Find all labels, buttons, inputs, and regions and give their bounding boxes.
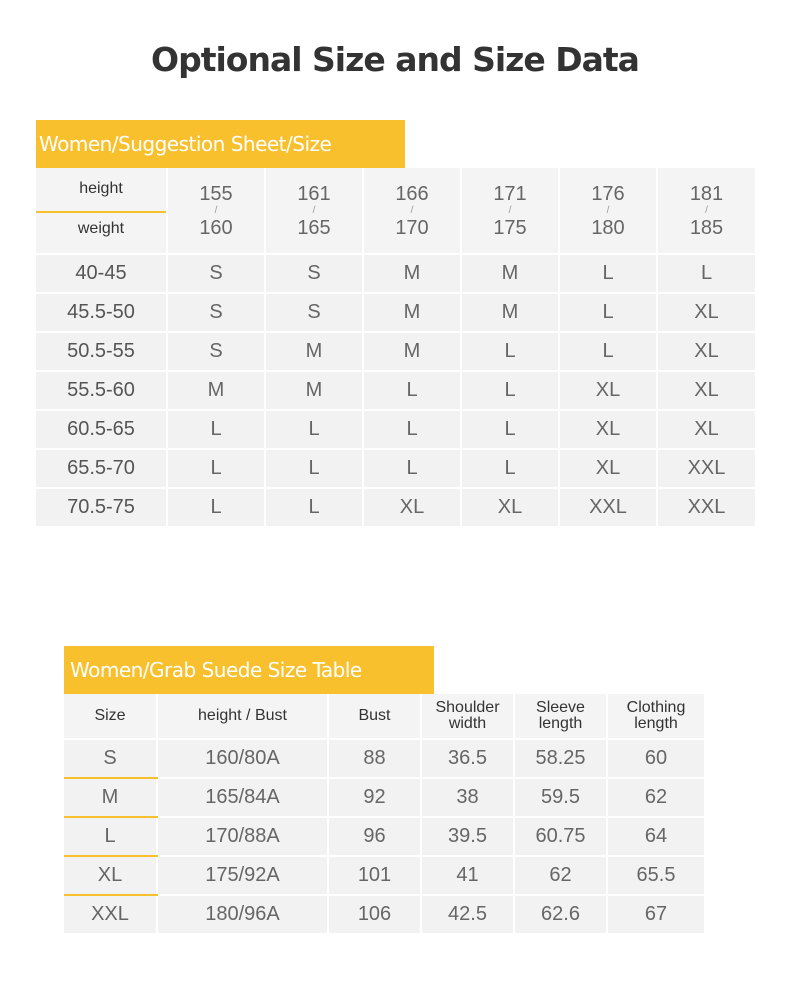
size-cell: L <box>461 449 559 488</box>
clothing-length-cell: 67 <box>607 895 704 934</box>
height-bust-cell: 175/92A <box>157 856 328 895</box>
size-cell: M <box>363 332 461 371</box>
corner-divider <box>36 211 166 213</box>
size-cell: L <box>167 449 265 488</box>
size-cell: L <box>461 410 559 449</box>
size-cell: L <box>265 488 363 527</box>
sleeve-length-cell: 58.25 <box>514 739 607 778</box>
column-header-size: Size <box>64 694 157 739</box>
size-cell: L <box>265 449 363 488</box>
table-row <box>36 410 755 449</box>
size-cell: XL <box>559 371 657 410</box>
size-cell: XL <box>363 488 461 527</box>
size-cell: L <box>363 371 461 410</box>
height-range-bottom: 185 <box>689 216 724 239</box>
size-cell: XXL <box>559 488 657 527</box>
height-range-top: 155 <box>199 182 233 205</box>
size-cell: L <box>559 254 657 293</box>
size-cell: L <box>167 488 265 527</box>
size-cell: M <box>461 293 559 332</box>
size-cell: L <box>363 410 461 449</box>
height-weight-corner <box>36 168 167 254</box>
size-label-cell: M <box>64 778 157 817</box>
column-header-bust: Bust <box>328 694 421 739</box>
height-range-top: 166 <box>395 182 429 205</box>
size-cell: S <box>167 254 265 293</box>
weight-range-cell: 55.5-60 <box>36 371 167 410</box>
height-bust-cell: 160/80A <box>157 739 328 778</box>
table-row <box>36 449 755 488</box>
size-cell: XXL <box>657 488 755 527</box>
table-row <box>36 254 755 293</box>
table-row <box>64 778 704 817</box>
bust-cell: 96 <box>328 817 421 856</box>
table-row <box>36 332 755 371</box>
shoulder-width-cell: 38 <box>421 778 514 817</box>
size-cell: M <box>265 371 363 410</box>
size-cell: XL <box>657 371 755 410</box>
column-header-shoulder-width: Shoulder width <box>421 694 514 739</box>
bust-cell: 92 <box>328 778 421 817</box>
size-cell: L <box>461 332 559 371</box>
height-range-header <box>461 168 559 254</box>
size-cell: M <box>363 293 461 332</box>
size-suggestion-table <box>36 168 755 528</box>
table-row <box>36 488 755 527</box>
height-range-bottom: 180 <box>591 216 625 239</box>
size-cell: M <box>461 254 559 293</box>
sleeve-length-cell: 59.5 <box>514 778 607 817</box>
size-cell: L <box>657 254 755 293</box>
height-bust-cell: 165/84A <box>157 778 328 817</box>
size-cell: M <box>265 332 363 371</box>
height-range-top: 181 <box>689 182 724 205</box>
height-range-separator: / <box>705 204 708 216</box>
clothing-length-cell: 62 <box>607 778 704 817</box>
height-range-separator: / <box>214 204 218 216</box>
table-row <box>36 371 755 410</box>
size-cell: L <box>559 332 657 371</box>
height-range-top: 161 <box>297 182 331 205</box>
weight-range-cell: 50.5-55 <box>36 332 167 371</box>
size-cell: XL <box>461 488 559 527</box>
height-bust-cell: 180/96A <box>157 895 328 934</box>
table-row <box>64 817 704 856</box>
height-range-top: 176 <box>591 182 625 205</box>
clothing-length-cell: 65.5 <box>607 856 704 895</box>
size-cell: L <box>363 449 461 488</box>
suggestion-sheet-banner: Women/Suggestion Sheet/Size <box>36 120 405 168</box>
size-cell: XL <box>559 410 657 449</box>
weight-range-cell: 70.5-75 <box>36 488 167 527</box>
height-bust-cell: 170/88A <box>157 817 328 856</box>
size-cell: XL <box>657 410 755 449</box>
shoulder-width-cell: 39.5 <box>421 817 514 856</box>
size-cell: XL <box>559 449 657 488</box>
column-header-sleeve-length: Sleeve length <box>514 694 607 739</box>
table-header-row <box>64 694 704 739</box>
clothing-length-cell: 64 <box>607 817 704 856</box>
size-cell: L <box>461 371 559 410</box>
height-range-separator: / <box>606 204 610 216</box>
sleeve-length-cell: 62.6 <box>514 895 607 934</box>
height-range-header <box>657 168 755 254</box>
size-label-cell: L <box>64 817 157 856</box>
height-range-header <box>265 168 363 254</box>
size-cell: M <box>167 371 265 410</box>
weight-range-cell: 40-45 <box>36 254 167 293</box>
size-cell: M <box>363 254 461 293</box>
size-label-cell: XXL <box>64 895 157 934</box>
size-label-cell: XL <box>64 856 157 895</box>
height-range-header <box>363 168 461 254</box>
height-range-bottom: 175 <box>493 216 527 239</box>
table-row <box>64 895 704 934</box>
size-cell: S <box>265 293 363 332</box>
size-cell: S <box>167 332 265 371</box>
grab-suede-banner: Women/Grab Suede Size Table <box>64 646 434 694</box>
page-title: Optional Size and Size Data <box>151 40 639 79</box>
size-cell: L <box>559 293 657 332</box>
size-label-cell: S <box>64 739 157 778</box>
weight-range-cell: 45.5-50 <box>36 293 167 332</box>
weight-label: weight <box>77 220 125 237</box>
size-cell: XXL <box>657 449 755 488</box>
height-range-header <box>559 168 657 254</box>
height-range-separator: / <box>312 204 316 216</box>
shoulder-width-cell: 41 <box>421 856 514 895</box>
table-row <box>36 293 755 332</box>
column-header-clothing-length: Clothing length <box>607 694 704 739</box>
size-cell: L <box>167 410 265 449</box>
size-cell: L <box>265 410 363 449</box>
height-range-header <box>167 168 265 254</box>
height-label: height <box>79 180 123 197</box>
height-range-bottom: 165 <box>297 216 331 239</box>
bust-cell: 101 <box>328 856 421 895</box>
sleeve-length-cell: 62 <box>514 856 607 895</box>
bust-cell: 88 <box>328 739 421 778</box>
height-range-top: 171 <box>493 182 527 205</box>
weight-range-cell: 60.5-65 <box>36 410 167 449</box>
size-cell: XL <box>657 293 755 332</box>
size-cell: XL <box>657 332 755 371</box>
grab-suede-size-table <box>64 694 704 935</box>
size-cell: S <box>167 293 265 332</box>
height-range-separator: / <box>410 204 414 216</box>
column-header-height-bust: height / Bust <box>157 694 328 739</box>
shoulder-width-cell: 36.5 <box>421 739 514 778</box>
table-row <box>64 856 704 895</box>
height-range-bottom: 160 <box>199 216 233 239</box>
table-row <box>64 739 704 778</box>
weight-range-cell: 65.5-70 <box>36 449 167 488</box>
sleeve-length-cell: 60.75 <box>514 817 607 856</box>
size-cell: S <box>265 254 363 293</box>
table-header-row <box>36 168 755 254</box>
height-range-separator: / <box>508 204 512 216</box>
shoulder-width-cell: 42.5 <box>421 895 514 934</box>
clothing-length-cell: 60 <box>607 739 704 778</box>
bust-cell: 106 <box>328 895 421 934</box>
height-range-bottom: 170 <box>395 216 429 239</box>
